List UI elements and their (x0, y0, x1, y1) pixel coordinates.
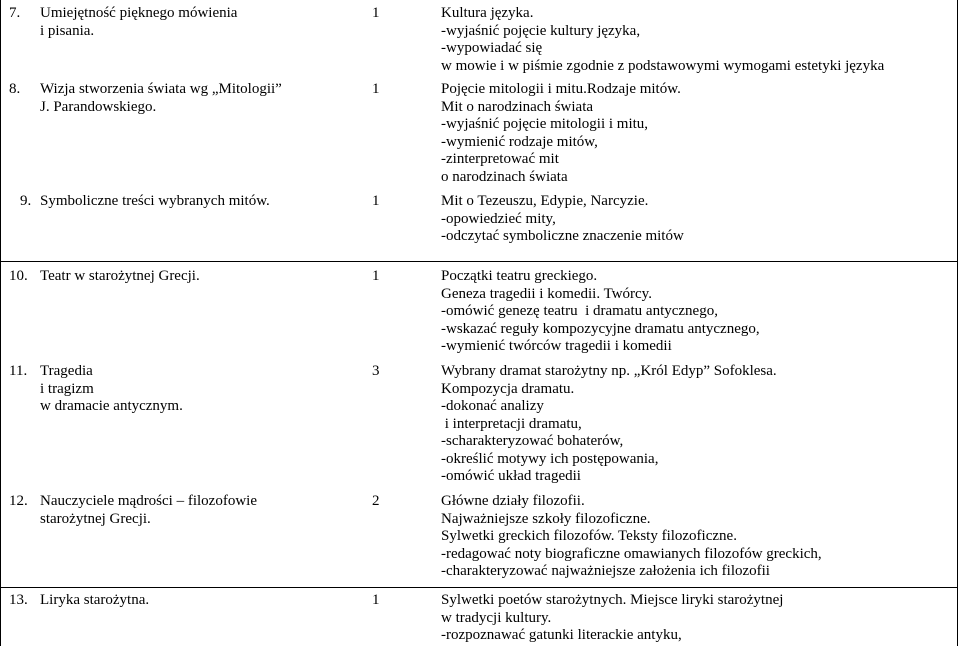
row-number: 13. (9, 592, 28, 608)
table-border-left (0, 0, 1, 646)
content-line: -odczytać symboliczne znaczenie mitów (441, 228, 684, 244)
content-line: -zinterpretować mit (441, 151, 559, 167)
row-divider (0, 587, 958, 588)
content-line: Początki teatru greckiego. (441, 268, 598, 284)
content-line: Pojęcie mitologii i mitu.Rodzaje mitów. (441, 81, 681, 97)
topic-line: Liryka starożytna. (40, 592, 150, 608)
content-line: w mowie i w piśmie zgodnie z podstawowymi wymogami estetyki języka (441, 57, 885, 74)
content-line: Mit o Tezeuszu, Edypie, Narcyzie. (441, 193, 649, 209)
row-number: 7. (9, 5, 21, 21)
content-line: Geneza tragedii i komedii. Twórcy. (441, 285, 652, 302)
content-line: -rozpoznawać gatunki literackie antyku, (441, 627, 682, 643)
content-line: Główne działy filozofii. (441, 493, 585, 509)
content-line: -omówić genezę teatru i dramatu antycznego, (441, 303, 718, 319)
content-line: o narodzinach świata (441, 168, 568, 185)
hours-value: 2 (372, 493, 380, 509)
content-line: -wymienić rodzaje mitów, (441, 133, 598, 150)
content-line: Mit o narodzinach świata (441, 98, 594, 115)
hours-value: 1 (372, 592, 380, 608)
row-number: 10. (9, 268, 28, 284)
topic-line: Nauczyciele mądrości – filozofowie (40, 493, 257, 509)
topic-line: Teatr w starożytnej Grecji. (40, 268, 200, 284)
topic-line: Symboliczne treści wybranych mitów. (40, 193, 270, 209)
row-divider (0, 261, 958, 262)
row-number: 8. (9, 81, 21, 97)
hours-value: 3 (372, 363, 380, 379)
topic-line: w dramacie antycznym. (40, 398, 183, 414)
content-line: -omówić układ tragedii (441, 468, 581, 484)
topic-line: J. Parandowskiego. (40, 98, 157, 115)
content-line: -wymienić twórców tragedii i komedii (441, 338, 672, 354)
content-line: -wypowiadać się (441, 40, 543, 56)
content-line: Kultura języka. (441, 5, 534, 21)
hours-value: 1 (372, 81, 380, 97)
content-line: -charakteryzować najważniejsze założenia ich filozofii (441, 563, 770, 579)
hours-value: 1 (372, 5, 380, 21)
content-line: -wyjaśnić pojęcie kultury języka, (441, 22, 641, 39)
row-number: 11. (9, 363, 28, 379)
content-line: Wybrany dramat starożytny np. „Król Edyp” Sofoklesa. (441, 363, 777, 379)
topic-line: Umiejętność pięknego mówienia (40, 5, 238, 21)
content-line: Najważniejsze szkoły filozoficzne. (441, 510, 651, 527)
topic-line: i pisania. (40, 22, 95, 39)
content-line: -redagować noty biograficzne omawianych filozofów greckich, (441, 545, 822, 562)
row-number: 9. (20, 193, 32, 209)
topic-line: i tragizm (40, 380, 94, 397)
content-line: -wyjaśnić pojęcie mitologii i mitu, (441, 116, 649, 132)
content-line: -opowiedzieć mity, (441, 210, 556, 227)
content-line: i interpretacji dramatu, (441, 415, 582, 432)
content-line: Sylwetki poetów starożytnych. Miejsce liryki starożytnej (441, 592, 784, 608)
topic-line: Wizja stworzenia świata wg „Mitologii” (40, 81, 282, 97)
topic-line: starożytnej Grecji. (40, 510, 151, 527)
row-number: 12. (9, 493, 28, 509)
content-line: -dokonać analizy (441, 398, 544, 414)
content-line: -określić motywy ich postępowania, (441, 450, 659, 467)
content-line: w tradycji kultury. (441, 609, 552, 626)
content-line: -wskazać reguły kompozycyjne dramatu antycznego, (441, 320, 760, 337)
content-line: Kompozycja dramatu. (441, 380, 575, 397)
table-border-right (957, 0, 958, 646)
content-line: Sylwetki greckich filozofów. Teksty filozoficzne. (441, 528, 737, 544)
topic-line: Tragedia (40, 363, 93, 379)
content-line: -scharakteryzować bohaterów, (441, 433, 624, 449)
hours-value: 1 (372, 193, 380, 209)
hours-value: 1 (372, 268, 380, 284)
